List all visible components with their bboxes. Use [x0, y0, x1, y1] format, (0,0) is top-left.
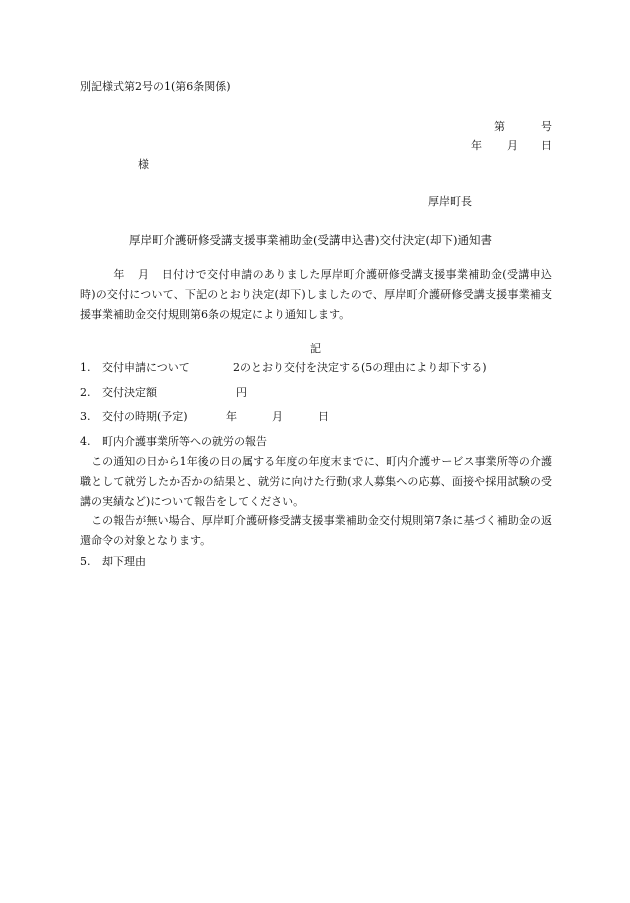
- intro-year-label: 年: [113, 268, 125, 281]
- item2-number: 2.: [80, 386, 91, 399]
- item3-month-label: 月: [272, 410, 283, 423]
- item4-row: [80, 436, 267, 447]
- intro-text: 日付けで交付申請のありました厚岸町介護研修受講支援事業補助金(受講申込時)の交付について、下記のとおり決定(却下)しましたので、厚岸町介護研修受講支援事業補支援事業補助金交付規則第6条の規定により通知します。: [80, 268, 552, 321]
- ki-heading: 記: [310, 342, 321, 355]
- document-title: 厚岸町介護研修受講支援事業補助金(受講申込書)交付決定(却下)通知書: [129, 233, 492, 247]
- item3-label: 交付の時期(予定): [102, 410, 188, 423]
- recipient-honorific: 様: [138, 158, 149, 171]
- item4-paragraph-2: [80, 511, 552, 551]
- item4-paragraph-1: [80, 452, 552, 512]
- item4-number: 4.: [80, 435, 91, 448]
- item3-row: [80, 411, 188, 422]
- item3-number: 3.: [80, 410, 91, 423]
- item1-number: 1.: [80, 361, 91, 374]
- item2-row: [80, 387, 157, 398]
- item4-paragraph-2-text: この報告が無い場合、厚岸町介護研修受講支援事業補助金交付規則第7条に基づく補助金の返還命令の対象となります。: [80, 514, 552, 547]
- number-go-label: 号: [541, 120, 552, 133]
- item5-row: [80, 556, 146, 567]
- form-reference: 別記様式第2号の1(第6条関係): [80, 80, 231, 93]
- date-year-label: 年: [471, 139, 482, 152]
- intro-paragraph: [80, 265, 552, 325]
- item3-year-label: 年: [226, 410, 237, 423]
- item2-label: 交付決定額: [102, 386, 157, 399]
- item5-number: 5.: [80, 555, 91, 568]
- item1-value: 2のとおり交付を決定する(5の理由により却下する): [233, 361, 487, 374]
- intro-month-label: 月: [137, 268, 150, 281]
- number-dai-label: 第: [494, 120, 505, 133]
- item5-label: 却下理由: [102, 555, 146, 568]
- item4-label: 町内介護事業所等への就労の報告: [102, 435, 267, 448]
- issuer-name: 厚岸町長: [428, 195, 472, 208]
- item1-label: 交付申請について: [102, 361, 190, 374]
- item3-day-label: 日: [318, 410, 329, 423]
- item2-yen-label: 円: [236, 386, 247, 399]
- item1-row: [80, 362, 190, 373]
- date-day-label: 日: [541, 139, 552, 152]
- date-month-label: 月: [507, 139, 518, 152]
- item4-paragraph-1-text: この通知の日から1年後の日の属する年度の年度末までに、町内介護サービス事業所等の介護職として就労したか否かの結果と、就労に向けた行動(求人募集への応募、面接や採用試験の受講の実績など)について報告をしてください。: [80, 455, 552, 508]
